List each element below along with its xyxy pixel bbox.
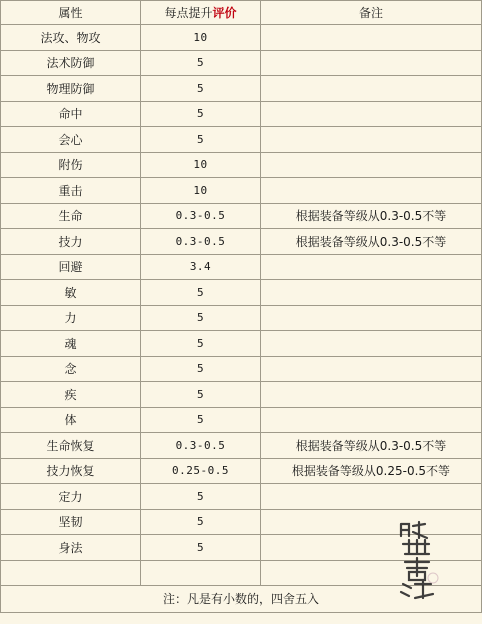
attribute-cell: 生命: [1, 203, 141, 229]
value-cell: 5: [141, 76, 261, 102]
note-cell: 根据装备等级从0.3-0.5不等: [261, 229, 482, 255]
table-row: [1, 76, 482, 102]
table-row: [1, 484, 482, 510]
value-cell: 5: [141, 280, 261, 306]
value-cell: 5: [141, 382, 261, 408]
value-cell: 5: [141, 101, 261, 127]
value-cell: 5: [141, 407, 261, 433]
table-row: [1, 382, 482, 408]
note-cell: 根据装备等级从0.3-0.5不等: [261, 203, 482, 229]
note-cell: [261, 356, 482, 382]
value-cell: 5: [141, 127, 261, 153]
note-cell: [261, 305, 482, 331]
table-row: [1, 203, 482, 229]
attribute-cell: 技力: [1, 229, 141, 255]
attribute-cell: 定力: [1, 484, 141, 510]
empty-cell: [1, 560, 141, 585]
attribute-cell: 坚韧: [1, 509, 141, 535]
table-row: [1, 101, 482, 127]
table-row: [1, 433, 482, 459]
note-cell: [261, 101, 482, 127]
table-row: [1, 127, 482, 153]
note-cell: [261, 254, 482, 280]
value-cell: 5: [141, 305, 261, 331]
value-cell: 5: [141, 50, 261, 76]
footer-row: [1, 585, 482, 612]
value-cell: 0.3-0.5: [141, 203, 261, 229]
attribute-cell: 会心: [1, 127, 141, 153]
header-attribute: 属性: [1, 1, 141, 25]
value-cell: 0.25-0.5: [141, 458, 261, 484]
note-cell: [261, 535, 482, 561]
table-row: [1, 229, 482, 255]
table-row: [1, 407, 482, 433]
attribute-cell: 体: [1, 407, 141, 433]
table-row: [1, 331, 482, 357]
table-row: [1, 305, 482, 331]
attribute-cell: 回避: [1, 254, 141, 280]
note-cell: 根据装备等级从0.25-0.5不等: [261, 458, 482, 484]
note-cell: [261, 382, 482, 408]
value-cell: 10: [141, 152, 261, 178]
note-cell: [261, 127, 482, 153]
value-cell: 5: [141, 509, 261, 535]
value-cell: 5: [141, 331, 261, 357]
attribute-cell: 念: [1, 356, 141, 382]
note-cell: 根据装备等级从0.3-0.5不等: [261, 433, 482, 459]
attribute-cell: 附伤: [1, 152, 141, 178]
attribute-cell: 疾: [1, 382, 141, 408]
note-cell: [261, 280, 482, 306]
header-score-prefix: 每点提升: [164, 6, 213, 20]
table-row: [1, 356, 482, 382]
value-cell: 10: [141, 178, 261, 204]
attribute-cell: 重击: [1, 178, 141, 204]
note-cell: [261, 509, 482, 535]
attribute-cell: 敏: [1, 280, 141, 306]
table-row: [1, 152, 482, 178]
attribute-cell: 法攻、物攻: [1, 25, 141, 51]
value-cell: 5: [141, 535, 261, 561]
header-notes: 备注: [261, 1, 482, 25]
table-header: [1, 1, 482, 25]
attribute-cell: 技力恢复: [1, 458, 141, 484]
note-cell: [261, 152, 482, 178]
value-cell: 10: [141, 25, 261, 51]
footer-note: 注：凡是有小数的，四舍五入: [1, 585, 482, 612]
attribute-cell: 身法: [1, 535, 141, 561]
value-cell: 0.3-0.5: [141, 433, 261, 459]
value-cell: 0.3-0.5: [141, 229, 261, 255]
attribute-cell: 力: [1, 305, 141, 331]
note-cell: [261, 178, 482, 204]
attribute-cell: 法术防御: [1, 50, 141, 76]
attribute-cell: 命中: [1, 101, 141, 127]
attribute-cell: 魂: [1, 331, 141, 357]
table-row: [1, 535, 482, 561]
table-row: [1, 25, 482, 51]
note-cell: [261, 407, 482, 433]
table-body: [1, 25, 482, 613]
attribute-cell: 生命恢复: [1, 433, 141, 459]
table-row: [1, 50, 482, 76]
note-cell: [261, 76, 482, 102]
note-cell: [261, 50, 482, 76]
table-row: [1, 509, 482, 535]
note-cell: [261, 25, 482, 51]
attribute-cell: 物理防御: [1, 76, 141, 102]
empty-cell: [141, 560, 261, 585]
value-cell: 5: [141, 484, 261, 510]
header-score-highlight: 评价: [212, 6, 237, 20]
value-cell: 3.4: [141, 254, 261, 280]
table-row: [1, 280, 482, 306]
table-row: [1, 178, 482, 204]
empty-cell: [261, 560, 482, 585]
note-cell: [261, 484, 482, 510]
table-row: [1, 458, 482, 484]
header-score-per-point: [141, 1, 261, 25]
table-row: [1, 254, 482, 280]
empty-row: [1, 560, 482, 585]
value-cell: 5: [141, 356, 261, 382]
header-row: [1, 1, 482, 25]
note-cell: [261, 331, 482, 357]
